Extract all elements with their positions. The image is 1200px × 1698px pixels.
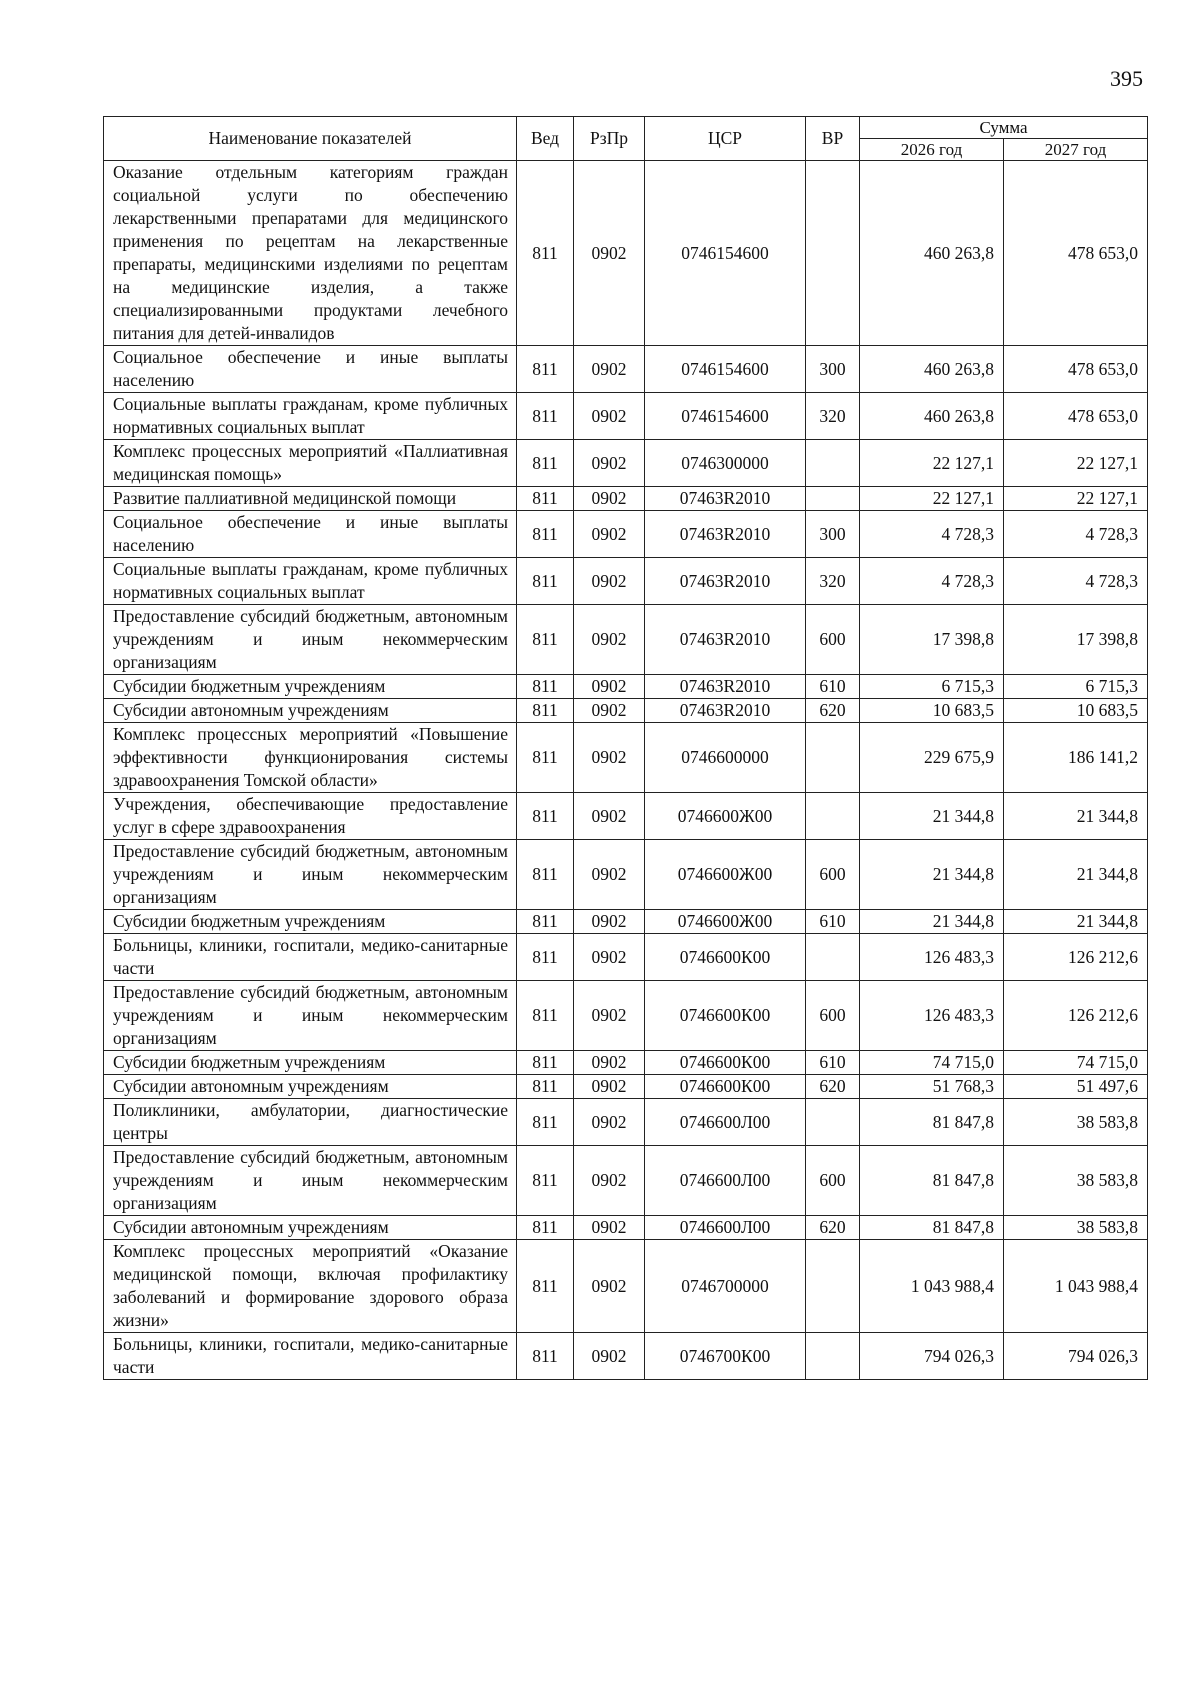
row-sum-2027: 10 683,5 <box>1004 699 1148 723</box>
row-csr: 0746154600 <box>645 393 806 440</box>
row-vr: 620 <box>806 1075 860 1099</box>
table-row <box>104 1051 1148 1075</box>
table-row <box>104 393 1148 440</box>
row-rzpr: 0902 <box>574 1051 645 1075</box>
row-vr <box>806 161 860 346</box>
row-sum-2026: 794 026,3 <box>860 1333 1004 1380</box>
row-sum-2026: 460 263,8 <box>860 393 1004 440</box>
row-name: Комплекс процессных мероприятий «Повышение эффективности функционирования системы здравоохранения Томской области» <box>104 723 517 793</box>
row-sum-2027: 1 043 988,4 <box>1004 1240 1148 1333</box>
table-row <box>104 487 1148 511</box>
row-vr <box>806 723 860 793</box>
row-ved: 811 <box>517 1216 574 1240</box>
row-sum-2027: 126 212,6 <box>1004 981 1148 1051</box>
row-vr: 620 <box>806 1216 860 1240</box>
table-row <box>104 1333 1148 1380</box>
row-sum-2027: 21 344,8 <box>1004 840 1148 910</box>
row-vr: 320 <box>806 393 860 440</box>
row-csr: 07463R2010 <box>645 699 806 723</box>
row-sum-2027: 794 026,3 <box>1004 1333 1148 1380</box>
row-sum-2027: 22 127,1 <box>1004 487 1148 511</box>
row-sum-2026: 81 847,8 <box>860 1099 1004 1146</box>
table-row <box>104 1216 1148 1240</box>
table-row <box>104 1099 1148 1146</box>
row-rzpr: 0902 <box>574 910 645 934</box>
row-name: Субсидии бюджетным учреждениям <box>104 675 517 699</box>
row-vr: 300 <box>806 511 860 558</box>
header-sum: Сумма <box>860 117 1148 139</box>
row-rzpr: 0902 <box>574 1146 645 1216</box>
row-csr: 0746600Ж00 <box>645 793 806 840</box>
row-name: Субсидии автономным учреждениям <box>104 1216 517 1240</box>
row-name: Больницы, клиники, госпитали, медико-санитарные части <box>104 1333 517 1380</box>
page-number: 395 <box>1110 66 1143 91</box>
row-rzpr: 0902 <box>574 393 645 440</box>
row-sum-2027: 478 653,0 <box>1004 161 1148 346</box>
row-sum-2026: 10 683,5 <box>860 699 1004 723</box>
row-csr: 0746300000 <box>645 440 806 487</box>
row-rzpr: 0902 <box>574 699 645 723</box>
row-sum-2026: 21 344,8 <box>860 793 1004 840</box>
row-ved: 811 <box>517 723 574 793</box>
row-vr <box>806 934 860 981</box>
row-sum-2026: 81 847,8 <box>860 1216 1004 1240</box>
row-sum-2026: 21 344,8 <box>860 840 1004 910</box>
header-rzpr: РзПр <box>574 117 645 161</box>
table-row <box>104 699 1148 723</box>
row-name: Предоставление субсидий бюджетным, автономным учреждениям и иным некоммерческим организациям <box>104 1146 517 1216</box>
row-csr: 0746600К00 <box>645 1075 806 1099</box>
row-ved: 811 <box>517 440 574 487</box>
row-name: Развитие паллиативной медицинской помощи <box>104 487 517 511</box>
row-ved: 811 <box>517 487 574 511</box>
row-sum-2026: 126 483,3 <box>860 981 1004 1051</box>
row-rzpr: 0902 <box>574 793 645 840</box>
row-csr: 0746600К00 <box>645 1051 806 1075</box>
row-csr: 0746154600 <box>645 161 806 346</box>
row-sum-2027: 21 344,8 <box>1004 793 1148 840</box>
table-row <box>104 934 1148 981</box>
row-sum-2027: 126 212,6 <box>1004 934 1148 981</box>
row-name: Субсидии бюджетным учреждениям <box>104 910 517 934</box>
row-vr: 610 <box>806 675 860 699</box>
row-name: Социальное обеспечение и иные выплаты населению <box>104 511 517 558</box>
table-row <box>104 1075 1148 1099</box>
row-csr: 07463R2010 <box>645 605 806 675</box>
header-ved: Вед <box>517 117 574 161</box>
table-row <box>104 605 1148 675</box>
row-vr <box>806 1240 860 1333</box>
row-sum-2026: 4 728,3 <box>860 558 1004 605</box>
table-row <box>104 981 1148 1051</box>
row-csr: 07463R2010 <box>645 558 806 605</box>
table-row <box>104 1240 1148 1333</box>
table-row <box>104 840 1148 910</box>
row-sum-2027: 22 127,1 <box>1004 440 1148 487</box>
row-sum-2027: 4 728,3 <box>1004 558 1148 605</box>
row-vr <box>806 1099 860 1146</box>
row-sum-2027: 17 398,8 <box>1004 605 1148 675</box>
row-vr <box>806 793 860 840</box>
row-ved: 811 <box>517 1075 574 1099</box>
row-rzpr: 0902 <box>574 346 645 393</box>
row-rzpr: 0902 <box>574 1216 645 1240</box>
table-row <box>104 511 1148 558</box>
row-ved: 811 <box>517 1051 574 1075</box>
row-name: Предоставление субсидий бюджетным, автономным учреждениям и иным некоммерческим организациям <box>104 840 517 910</box>
row-ved: 811 <box>517 793 574 840</box>
row-rzpr: 0902 <box>574 934 645 981</box>
row-name: Субсидии бюджетным учреждениям <box>104 1051 517 1075</box>
row-sum-2026: 22 127,1 <box>860 487 1004 511</box>
row-ved: 811 <box>517 511 574 558</box>
row-csr: 0746154600 <box>645 346 806 393</box>
row-vr: 610 <box>806 1051 860 1075</box>
header-year-2027: 2027 год <box>1004 139 1148 161</box>
row-rzpr: 0902 <box>574 675 645 699</box>
row-sum-2027: 478 653,0 <box>1004 393 1148 440</box>
row-sum-2027: 478 653,0 <box>1004 346 1148 393</box>
row-name: Субсидии автономным учреждениям <box>104 1075 517 1099</box>
row-ved: 811 <box>517 161 574 346</box>
table-body <box>104 161 1148 1380</box>
row-vr: 600 <box>806 840 860 910</box>
row-sum-2026: 17 398,8 <box>860 605 1004 675</box>
row-csr: 0746700000 <box>645 1240 806 1333</box>
budget-table <box>103 116 1148 1380</box>
row-sum-2027: 4 728,3 <box>1004 511 1148 558</box>
row-csr: 07463R2010 <box>645 511 806 558</box>
row-rzpr: 0902 <box>574 1099 645 1146</box>
row-csr: 0746700К00 <box>645 1333 806 1380</box>
row-csr: 07463R2010 <box>645 487 806 511</box>
row-ved: 811 <box>517 558 574 605</box>
row-csr: 0746600000 <box>645 723 806 793</box>
row-sum-2026: 81 847,8 <box>860 1146 1004 1216</box>
row-rzpr: 0902 <box>574 1333 645 1380</box>
row-sum-2026: 460 263,8 <box>860 161 1004 346</box>
row-ved: 811 <box>517 1146 574 1216</box>
table-row <box>104 793 1148 840</box>
row-name: Социальное обеспечение и иные выплаты населению <box>104 346 517 393</box>
row-vr: 320 <box>806 558 860 605</box>
row-name: Учреждения, обеспечивающие предоставление услуг в сфере здравоохранения <box>104 793 517 840</box>
row-rzpr: 0902 <box>574 605 645 675</box>
row-sum-2026: 4 728,3 <box>860 511 1004 558</box>
row-name: Комплекс процессных мероприятий «Оказание медицинской помощи, включая профилактику заболеваний и формирование здорового образа жизни» <box>104 1240 517 1333</box>
row-vr <box>806 440 860 487</box>
row-ved: 811 <box>517 1240 574 1333</box>
row-rzpr: 0902 <box>574 1075 645 1099</box>
row-rzpr: 0902 <box>574 840 645 910</box>
table-row <box>104 910 1148 934</box>
row-ved: 811 <box>517 981 574 1051</box>
row-csr: 0746600Ж00 <box>645 910 806 934</box>
row-sum-2026: 126 483,3 <box>860 934 1004 981</box>
header-vr: ВР <box>806 117 860 161</box>
row-rzpr: 0902 <box>574 558 645 605</box>
row-name: Социальные выплаты гражданам, кроме публичных нормативных социальных выплат <box>104 393 517 440</box>
row-csr: 0746600Л00 <box>645 1099 806 1146</box>
row-csr: 0746600Л00 <box>645 1146 806 1216</box>
table-row <box>104 440 1148 487</box>
row-sum-2026: 74 715,0 <box>860 1051 1004 1075</box>
table-header <box>104 117 1148 161</box>
row-vr: 600 <box>806 1146 860 1216</box>
row-csr: 0746600Л00 <box>645 1216 806 1240</box>
row-sum-2027: 38 583,8 <box>1004 1146 1148 1216</box>
row-csr: 07463R2010 <box>645 675 806 699</box>
row-name: Больницы, клиники, госпитали, медико-санитарные части <box>104 934 517 981</box>
row-sum-2026: 22 127,1 <box>860 440 1004 487</box>
table-row <box>104 346 1148 393</box>
row-ved: 811 <box>517 910 574 934</box>
table-row <box>104 675 1148 699</box>
row-sum-2027: 38 583,8 <box>1004 1216 1148 1240</box>
table-row <box>104 723 1148 793</box>
row-name: Предоставление субсидий бюджетным, автономным учреждениям и иным некоммерческим организациям <box>104 981 517 1051</box>
row-name: Предоставление субсидий бюджетным, автономным учреждениям и иным некоммерческим организациям <box>104 605 517 675</box>
row-sum-2027: 6 715,3 <box>1004 675 1148 699</box>
row-rzpr: 0902 <box>574 487 645 511</box>
row-ved: 811 <box>517 393 574 440</box>
header-year-2026: 2026 год <box>860 139 1004 161</box>
row-vr: 300 <box>806 346 860 393</box>
row-sum-2026: 229 675,9 <box>860 723 1004 793</box>
table-row <box>104 1146 1148 1216</box>
row-sum-2027: 186 141,2 <box>1004 723 1148 793</box>
row-sum-2027: 38 583,8 <box>1004 1099 1148 1146</box>
row-name: Субсидии автономным учреждениям <box>104 699 517 723</box>
row-ved: 811 <box>517 1099 574 1146</box>
row-rzpr: 0902 <box>574 981 645 1051</box>
row-ved: 811 <box>517 934 574 981</box>
row-ved: 811 <box>517 605 574 675</box>
row-ved: 811 <box>517 675 574 699</box>
header-csr: ЦСР <box>645 117 806 161</box>
row-sum-2026: 6 715,3 <box>860 675 1004 699</box>
row-vr: 620 <box>806 699 860 723</box>
row-rzpr: 0902 <box>574 723 645 793</box>
row-csr: 0746600К00 <box>645 981 806 1051</box>
table-row <box>104 161 1148 346</box>
row-vr: 600 <box>806 605 860 675</box>
row-vr: 600 <box>806 981 860 1051</box>
row-name: Оказание отдельным категориям граждан социальной услуги по обеспечению лекарственными препаратами для медицинского применения по рецептам на лекарственные препараты, медицинскими изделиями по рецептам на медицинские изделия, а также специализированными продуктами лечебного питания для детей-инвалидов <box>104 161 517 346</box>
row-vr <box>806 1333 860 1380</box>
row-name: Комплекс процессных мероприятий «Паллиативная медицинская помощь» <box>104 440 517 487</box>
row-name: Социальные выплаты гражданам, кроме публичных нормативных социальных выплат <box>104 558 517 605</box>
row-sum-2027: 51 497,6 <box>1004 1075 1148 1099</box>
row-sum-2027: 21 344,8 <box>1004 910 1148 934</box>
row-sum-2026: 1 043 988,4 <box>860 1240 1004 1333</box>
row-name: Поликлиники, амбулатории, диагностические центры <box>104 1099 517 1146</box>
table-row <box>104 558 1148 605</box>
header-name: Наименование показателей <box>104 117 517 161</box>
row-rzpr: 0902 <box>574 511 645 558</box>
row-sum-2027: 74 715,0 <box>1004 1051 1148 1075</box>
row-sum-2026: 51 768,3 <box>860 1075 1004 1099</box>
row-ved: 811 <box>517 699 574 723</box>
row-ved: 811 <box>517 1333 574 1380</box>
row-vr <box>806 487 860 511</box>
row-rzpr: 0902 <box>574 440 645 487</box>
row-csr: 0746600К00 <box>645 934 806 981</box>
row-sum-2026: 21 344,8 <box>860 910 1004 934</box>
row-sum-2026: 460 263,8 <box>860 346 1004 393</box>
row-ved: 811 <box>517 346 574 393</box>
row-csr: 0746600Ж00 <box>645 840 806 910</box>
row-rzpr: 0902 <box>574 1240 645 1333</box>
row-vr: 610 <box>806 910 860 934</box>
row-ved: 811 <box>517 840 574 910</box>
row-rzpr: 0902 <box>574 161 645 346</box>
